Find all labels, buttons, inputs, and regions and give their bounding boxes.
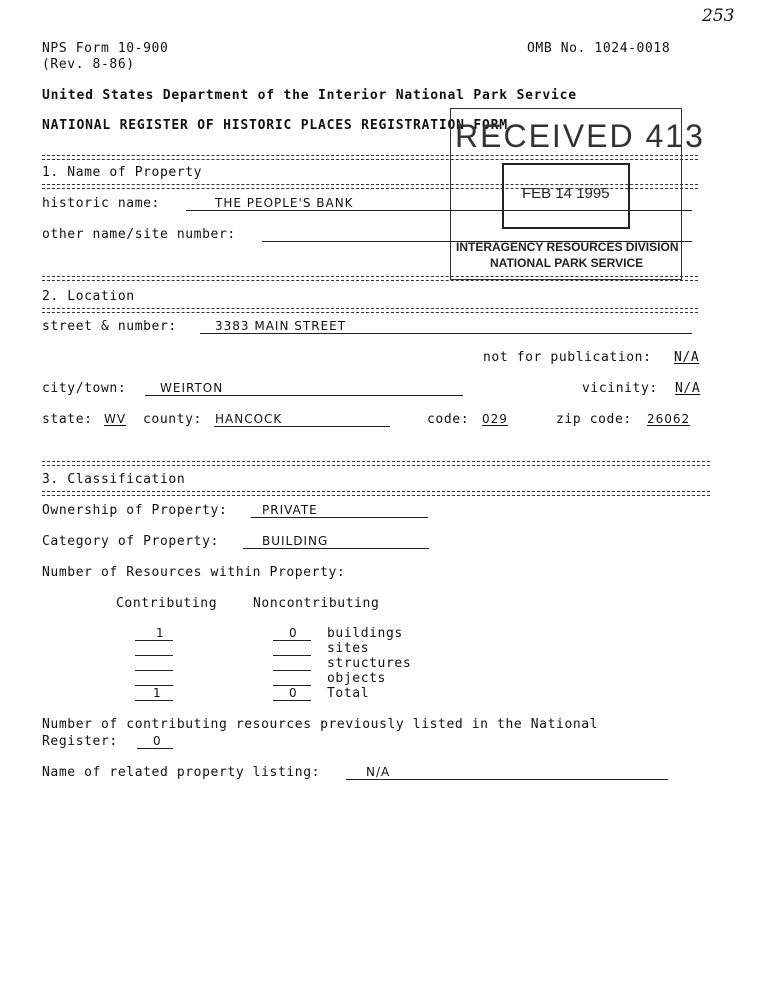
section3-heading: 3. Classification bbox=[42, 472, 186, 487]
omb-number: OMB No. 1024-0018 bbox=[527, 41, 671, 56]
nfp-value: N/A bbox=[674, 350, 700, 365]
col-noncontributing: Noncontributing bbox=[253, 596, 380, 611]
section-divider bbox=[42, 491, 710, 496]
state-label: state: bbox=[42, 412, 93, 427]
zip-value: 26062 bbox=[647, 412, 691, 426]
stamp-division: INTERAGENCY RESOURCES DIVISION bbox=[456, 240, 679, 254]
stamp-date: FEB 14 1995 bbox=[522, 185, 610, 202]
resource-label: buildings bbox=[327, 626, 403, 641]
section-divider bbox=[42, 461, 710, 466]
resource-label: Total bbox=[327, 686, 370, 701]
zip-label: zip code: bbox=[556, 412, 632, 427]
col-contributing: Contributing bbox=[116, 596, 218, 611]
ownership-value: PRIVATE bbox=[262, 503, 318, 517]
section-divider bbox=[42, 308, 698, 313]
noncontrib-blank bbox=[273, 670, 311, 671]
code-value: 029 bbox=[482, 412, 508, 426]
county-value: HANCOCK bbox=[215, 412, 283, 426]
category-label: Category of Property: bbox=[42, 534, 219, 549]
vicinity-value: N/A bbox=[675, 381, 701, 396]
resource-label: sites bbox=[327, 641, 370, 656]
prev-listed-label: Register: bbox=[42, 734, 118, 749]
page-number: 253 bbox=[702, 6, 735, 26]
noncontrib-count: 0 bbox=[289, 686, 298, 700]
noncontrib-blank bbox=[273, 655, 311, 656]
city-underline bbox=[145, 395, 463, 396]
historic-name-value: THE PEOPLE'S BANK bbox=[215, 196, 354, 210]
historic-name-label: historic name: bbox=[42, 196, 160, 211]
state-value: WV bbox=[104, 412, 127, 426]
resources-label: Number of Resources within Property: bbox=[42, 565, 346, 580]
contrib-blank bbox=[135, 670, 173, 671]
section-divider bbox=[42, 184, 698, 189]
form-title: NATIONAL REGISTER OF HISTORIC PLACES REGISTRATION FORM bbox=[42, 118, 508, 133]
department-line: United States Department of the Interior National Park Service bbox=[42, 88, 577, 103]
other-name-underline bbox=[262, 241, 692, 242]
section1-heading: 1. Name of Property bbox=[42, 165, 203, 180]
city-label: city/town: bbox=[42, 381, 127, 396]
stamp-received-text: RECEIVED 413 bbox=[455, 118, 705, 154]
section-divider bbox=[42, 276, 698, 281]
resource-label: structures bbox=[327, 656, 412, 671]
historic-name-underline bbox=[186, 210, 692, 211]
contrib-count: 1 bbox=[153, 686, 162, 700]
county-underline bbox=[214, 426, 390, 427]
contrib-blank bbox=[135, 700, 173, 701]
prev-listed-underline bbox=[137, 748, 173, 749]
nfp-label: not for publication: bbox=[483, 350, 652, 365]
section-divider bbox=[42, 155, 698, 160]
street-label: street & number: bbox=[42, 319, 177, 334]
prev-listed-line1: Number of contributing resources previously listed in the National bbox=[42, 717, 599, 732]
city-value: WEIRTON bbox=[160, 381, 224, 395]
related-label: Name of related property listing: bbox=[42, 765, 321, 780]
form-id: NPS Form 10-900 bbox=[42, 41, 169, 56]
other-name-label: other name/site number: bbox=[42, 227, 236, 242]
code-label: code: bbox=[427, 412, 470, 427]
resource-label: objects bbox=[327, 671, 386, 686]
related-underline bbox=[346, 779, 668, 780]
noncontrib-blank bbox=[273, 700, 311, 701]
related-value: N/A bbox=[366, 765, 391, 779]
contrib-blank bbox=[135, 640, 173, 641]
ownership-underline bbox=[251, 517, 428, 518]
street-underline bbox=[200, 333, 692, 334]
contrib-count: 1 bbox=[156, 626, 165, 640]
ownership-label: Ownership of Property: bbox=[42, 503, 228, 518]
section2-heading: 2. Location bbox=[42, 289, 135, 304]
noncontrib-blank bbox=[273, 640, 311, 641]
category-value: BUILDING bbox=[262, 534, 329, 548]
street-value: 3383 MAIN STREET bbox=[215, 319, 347, 333]
form-revision: (Rev. 8-86) bbox=[42, 57, 135, 72]
county-label: county: bbox=[143, 412, 202, 427]
stamp-service: NATIONAL PARK SERVICE bbox=[490, 256, 644, 270]
category-underline bbox=[243, 548, 429, 549]
contrib-blank bbox=[135, 655, 173, 656]
prev-listed-value: 0 bbox=[153, 734, 162, 748]
vicinity-label: vicinity: bbox=[582, 381, 658, 396]
noncontrib-count: 0 bbox=[289, 626, 298, 640]
